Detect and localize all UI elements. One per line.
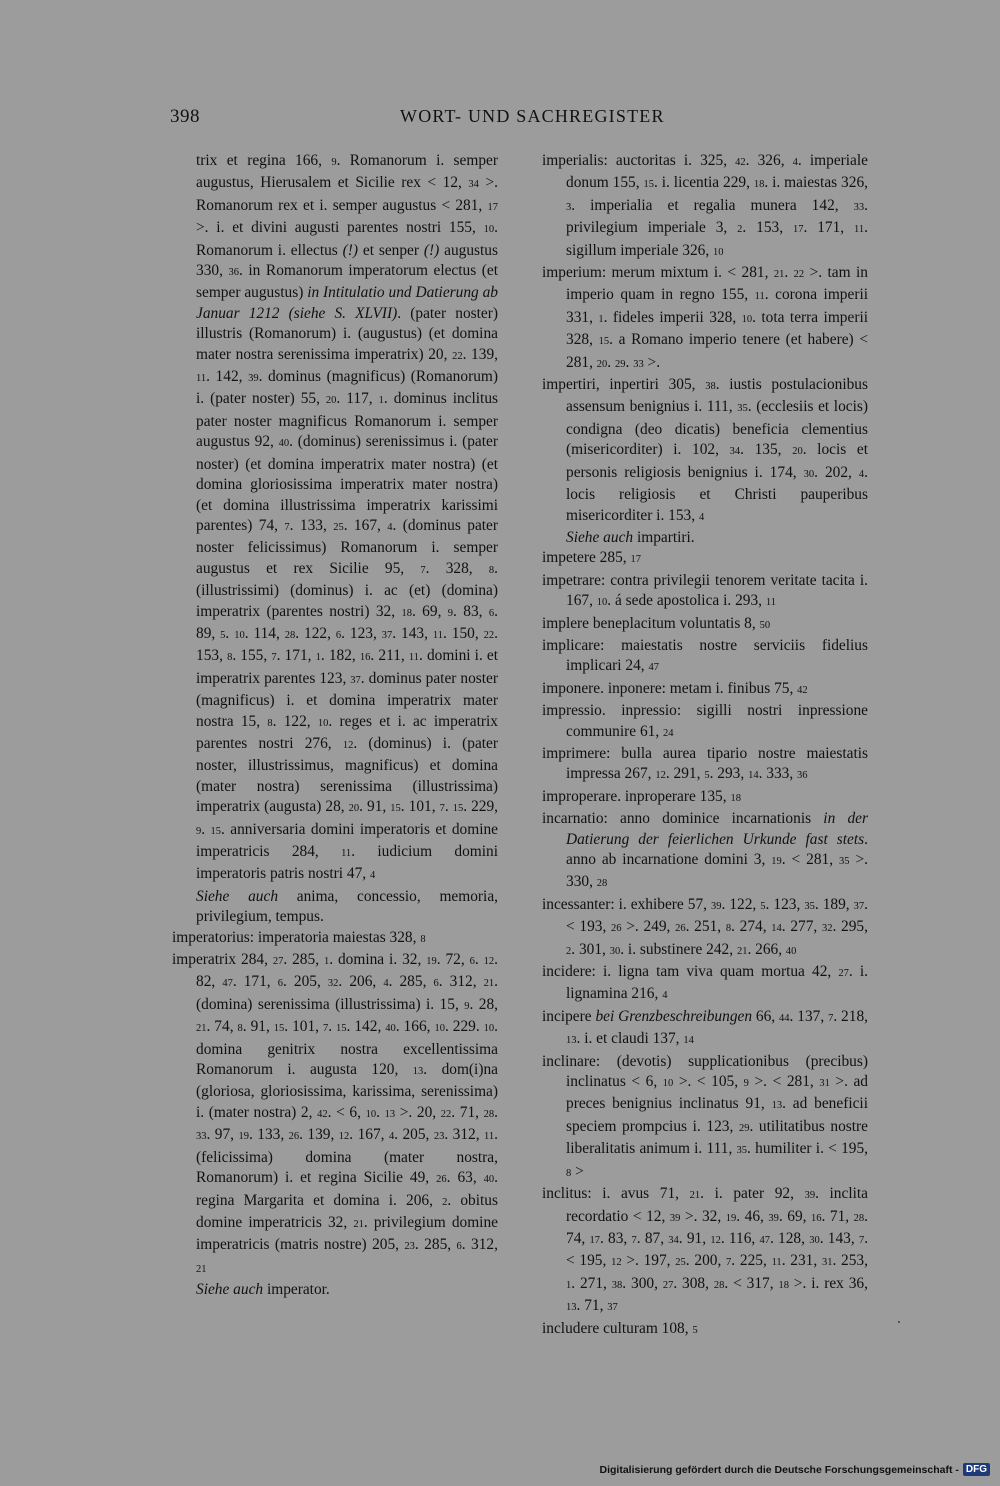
index-entry: imperium: merum mixtum i. < 281, 21. 22 >. tam in imperio quam in regno 155, 11. corona imperii 331, 1. fideles imperii 328, 10. tota terra imperii 328, 15. a Romano imperio tenere (et habere) < 281, 20. 29. 33 >. [542,264,869,371]
running-head: WORT- UND SACHREGISTER [400,106,665,126]
index-entry: imperialis: auctoritas i. 325, 42. 326, 4. imperiale donum 155, 15. i. licentia 229, 18. i. maiestas 326, 3. imperialia et regalia munera 142, 33. privilegium imperiale 3, 2. 153, 17. 171, 11. sigillum imperiale 326, 10 [542,152,868,259]
index-entry: imprimere: bulla aurea tipario nostre maiestatis impressa 267, 12. 291, 5. 293, 14. 333, 36 [542,744,868,783]
funding-text: Digitalisierung gefördert durch die Deutsche Forschungsgemeinschaft - [599,1463,959,1476]
index-column-left [172,151,498,1301]
index-entry: improperare. inproperare 135, 18 [542,787,741,805]
index-entry: imperatrix 284, 27. 285, 1. domina i. 32, 19. 72, 6. 12. 82, 47. 171, 6. 205, 32. 206, 4. 285, 6. 312, 21. (domina) serenissima (illustrissima) i. 15, 9. 28, 21. 74, 8. 91, 15. 101, 7. 15. 142, 40. 166, 10. 229. 10. domina genitrix nostra excellentissima Romanorum i. augusta 120, 13. dom(i)na (gloriosa, gloriosissima, karissima, serenissima) i. (mater nostra) 2, 42. < 6, 10. 13 >. 20, 22. 71, 28. 33. 97, 19. 133, 26. 139, 12. 167, 4. 205, 23. 312, 11. (felicissima) domina (mater nostra, Romanorum) i. et regina Sicilie 49, 26. 63, 40. regina Margarita et domina i. 206, 2. obitus domine imperatricis 32, 21. privilegium domine imperatricis (matris nostre) 205, 23. 285, 6. 312, 21 [172,951,499,1275]
index-entry: includere culturam 108, 5 [542,1319,698,1337]
index-entry: implere beneplacitum voluntatis 8, 50 [542,614,771,632]
index-entry-continued: trix et regina 166, 9. Romanorum i. semper augustus, Hierusalem et Sicilie rex < 12, 34 >. Romanorum rex et i. semper augustus < 281, 17 >. i. et divini augusti parentes nostri 155, 10. Romanorum i. ellectus (!) et senper (!) augustus 330, 36. in Romanorum imperatorum electus (et semper augustus) in Intitulatio und Datierung ab Januar 1212 (siehe S. XLVII). (pater noster) illustris (Romanorum) i. (augustus) (et domina mater nostra serenissima imperatrix) 20, 22. 139, 11. 142, 39. dominus (magnificus) (Romanorum) i. (pater noster) 55, 20. 117, 1. dominus inclitus pater noster magnificus Romanorum i. semper augustus 92, 40. (dominus) serenissimus i. (pater noster) (et domina imperatrix mater nostra) (et domina gloriosissima imperatrix mater nostra) (et domina illustrissima imperatrix karissimi parentes) 74, 7. 133, 25. 167, 4. (dominus pater noster felicissimus) Romanorum i. semper augustus et rex Sicilie 95, 7. 328, 8. (illustrissimi) (dominus) i. ac (et) (domina) imperatrix (parentes nostri) 32, 18. 69, 9. 83, 6. 89, 5. 10. 114, 28. 122, 6. 123, 37. 143, 11. 150, 22. 153, 8. 155, 7. 171, 1. 182, 16. 211, 11. domini i. et imperatrix parentes 123, 37. dominus pater noster (magnificus) i. et domina imperatrix mater nostra 15, 8. 122, 10. reges et i. ac imperatrix parentes nostri 276, 12. (dominus) i. (pater noster, illustrissimus, magnificus) et domina (mater nostra) serenissima (illustrissima) imperatrix (augusta) 28, 20. 91, 15. 101, 7. 15. 229, 9. 15. anniversaria domini imperatoris et domine imperatricis 284, 11. iudicium domini imperatoris patris nostri 47, 4 [196,152,499,883]
index-column-right [542,151,868,1341]
index-entry: impertiri, inpertiri 305, 38. iustis postulacionibus assensum benignius i. 111, 35. (ecclesiis et locis) condigna (deo dicatis) beneficia clementius (misericorditer) i. 102, 34. 135, 20. locis et personis religiosis benignius i. 174, 30. 202, 4. locis religiosis et Christi pauperibus misericorditer i. 153, 4 [542,376,869,524]
index-entry: implicare: maiestatis nostre serviciis fidelius implicari 24, 47 [542,636,868,675]
see-also-reference: Siehe auch imperator. [196,1281,330,1299]
index-entry: inclitus: i. avus 71, 21. i. pater 92, 39. inclita recordatio < 12, 39 >. 32, 19. 46, 39. 69, 16. 71, 28. 74, 17. 83, 7. 87, 34. 91, 12. 116, 47. 128, 30. 143, 7. < 195, 12 >. 197, 25. 200, 7. 225, 11. 231, 31. 253, 1. 271, 38. 300, 27. 308, 28. < 317, 18 >. i. rex 36, 13. 71, 37 [542,1185,869,1315]
footer-funding-note [600,1463,991,1476]
scan-speck [898,1321,900,1323]
see-also-reference: Siehe auch anima, concessio, memoria, privilegium, tempus. [196,887,498,926]
page-number: 398 [170,106,200,127]
index-entry: impetere 285, 17 [542,549,641,567]
index-entry: impetrare: contra privilegii tenorem veritate tacita i. 167, 10. á sede apostolica i. 293, 11 [542,571,868,610]
index-entry: incipere bei Grenzbeschreibungen 66, 44. 137, 7. 218, 13. i. et claudi 137, 14 [542,1007,868,1048]
index-entry: incessanter: i. exhibere 57, 39. 122, 5. 123, 35. 189, 37. < 193, 26 >. 249, 26. 251, 8. 274, 14. 277, 32. 295, 2. 301, 30. i. substinere 242, 21. 266, 40 [542,895,868,958]
index-entry: imponere. inponere: metam i. finibus 75, 42 [542,679,808,697]
index-entry: inclinare: (devotis) supplicationibus (precibus) inclinatus < 6, 10 >. < 105, 9 >. < 281, 31 >. ad preces benignius inclinatus 91, 13. ad beneficii speciem prompcius i. 123, 29. utilitatibus nostre liberalitatis animum i. 111, 35. humiliter i. < 195, 8 > [542,1052,869,1180]
index-entry: impressio. inpressio: sigilli nostri inpressione communire 61, 24 [542,702,868,740]
index-entry: incidere: i. ligna tam viva quam mortua 42, 27. i. lignamina 216, 4 [542,963,868,1003]
index-entry: incarnatio: anno dominice incarnationis in der Datierung der feierlichen Urkunde fast stets. anno ab incarnatione domini 3, 19. < 281, 35 >. 330, 28 [542,810,868,891]
dfg-logo: DFG [963,1463,990,1476]
see-also-reference: Siehe auch impartiri. [566,528,695,546]
index-entry: imperatorius: imperatoria maiestas 328, 8 [172,928,426,946]
